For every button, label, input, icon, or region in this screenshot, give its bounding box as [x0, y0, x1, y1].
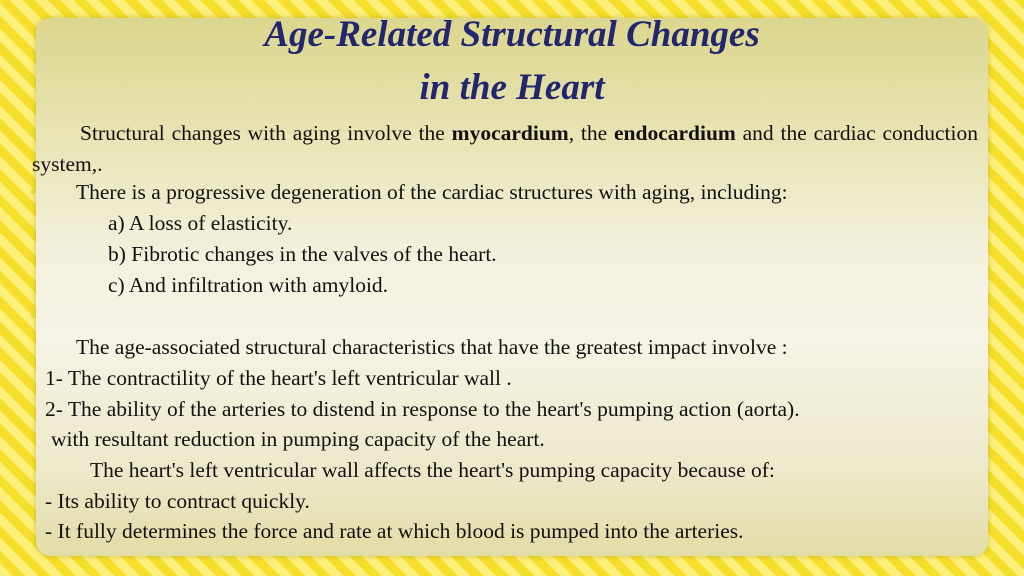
dash-item-1: - Its ability to contract quickly. [45, 489, 310, 513]
bullet-2-text: There is a progressive degeneration of the cardiac structures with aging, including: [76, 180, 788, 204]
list-item-c: c) And infiltration with amyloid. [108, 273, 389, 297]
bullet-1-bold-endocardium: endocardium [613, 121, 736, 145]
list-item-a: a) A loss of elasticity. [108, 211, 293, 235]
point-2: 2- The ability of the arteries to distend in response to the heart's pumping action (aorta). [45, 397, 800, 421]
bullet-marker-2: • [30, 182, 38, 204]
point-1: 1- The contractility of the heart's left ventricular wall . [45, 366, 512, 390]
intro-paragraph: The age-associated structural characteristics that have the greatest impact involve : [76, 335, 788, 359]
list-item-b: b) Fibrotic changes in the valves of the heart. [108, 242, 497, 266]
bullet-1-mid: , the [568, 121, 614, 145]
slide-title-line1: Age-Related Structural Changes [264, 14, 760, 55]
dash-item-2: - It fully determines the force and rate at which blood is pumped into the arteries. [45, 519, 744, 543]
because-line: The heart's left ventricular wall affects the heart's pumping capacity because of: [90, 458, 775, 482]
bullet-1-pre: Structural changes with aging involve the [80, 121, 452, 145]
bullet-1-bold-myocardium: myocardium [451, 121, 569, 145]
bullet-1-post: and the cardiac conduction system,. [32, 121, 978, 176]
bullet-marker-1: • [30, 122, 38, 144]
bullet-1-text [32, 118, 978, 179]
slide-title-line2: in the Heart [419, 67, 605, 108]
result-line: with resultant reduction in pumping capacity of the heart. [51, 427, 545, 451]
bullet-marker-3: • [30, 306, 38, 328]
